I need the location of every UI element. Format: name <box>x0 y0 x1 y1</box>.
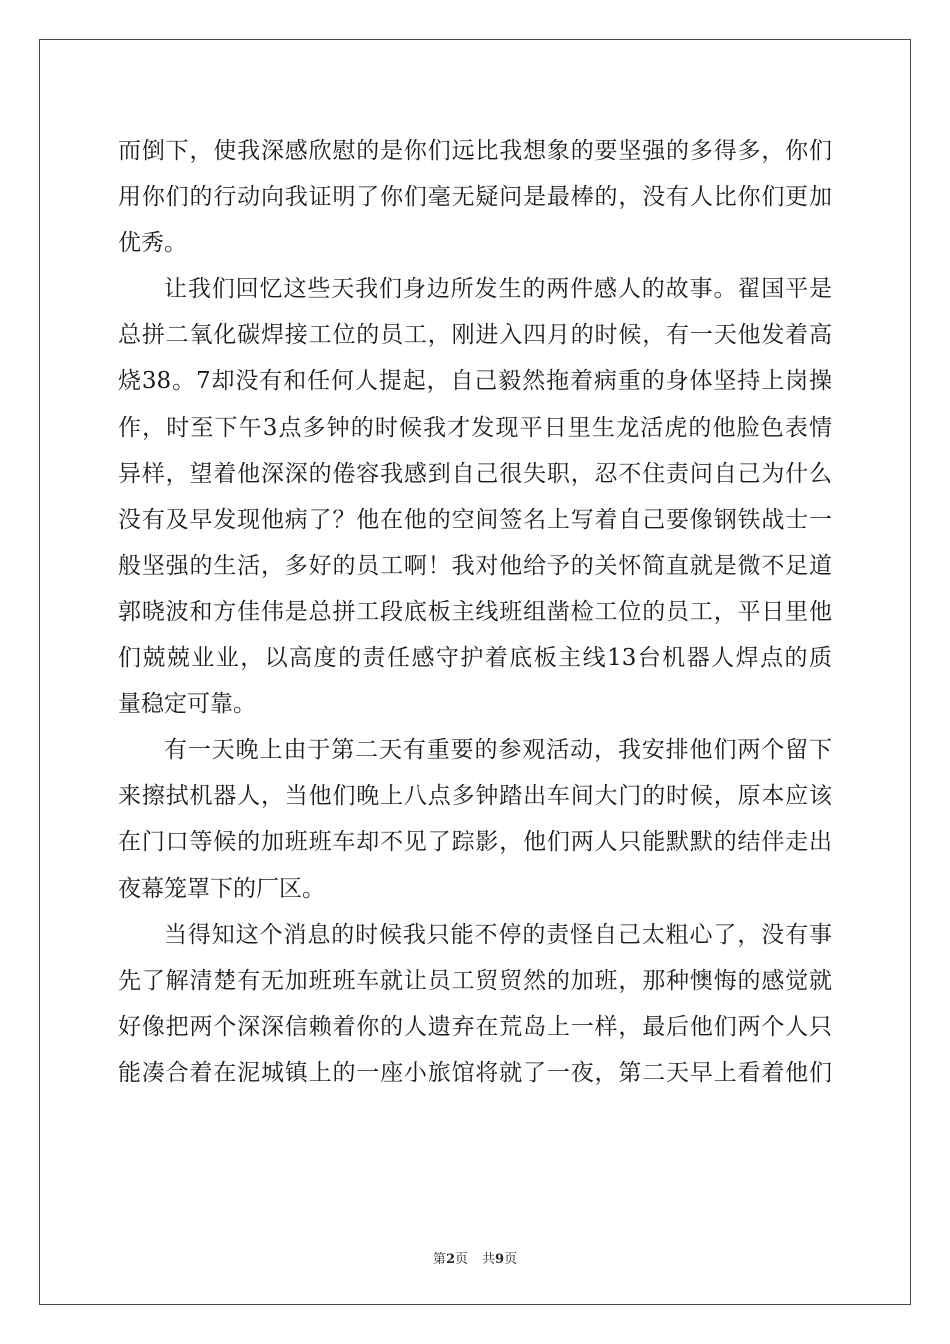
footer-total-pages: 9 <box>495 1252 505 1267</box>
text-line: 般坚强的生活，多好的员工啊！我对他给予的关怀简直就是微不足道 <box>118 552 832 579</box>
text-line: 能凑合着在泥城镇上的一座小旅馆将就了一夜，第二天早上看着他们 <box>118 1059 832 1086</box>
text-line: 有一天晚上由于第二天有重要的参观活动，我安排他们两个留下 <box>164 737 832 764</box>
text-line: 来擦拭机器人，当他们晚上八点多钟踏出车间大门的时候，原本应该 <box>118 783 832 810</box>
text-line: 先了解清楚有无加班班车就让员工贸贸然的加班，那种懊悔的感觉就 <box>118 967 832 994</box>
text-line: 没有及早发现他病了？他在他的空间签名上写着自己要像钢铁战士一 <box>118 506 832 533</box>
text-line: 夜幕笼罩下的厂区。 <box>118 875 325 902</box>
text-line: 异样，望着他深深的倦容我感到自己很失职，忍不住责问自己为什么 <box>118 460 832 487</box>
text-line: 让我们回忆这些天我们身边所发生的两件感人的故事。翟国平是 <box>164 276 832 303</box>
text-line: 用你们的行动向我证明了你们毫无疑问是最棒的，没有人比你们更加 <box>118 184 832 211</box>
page-footer <box>0 1248 950 1267</box>
footer-page-suffix: 页 <box>454 1252 468 1267</box>
text-line: 们兢兢业业，以高度的责任感守护着底板主线13台机器人焊点的质 <box>118 645 832 672</box>
text-line: 烧38。7却没有和任何人提起，自己毅然拖着病重的身体坚持上岗操 <box>118 368 832 395</box>
text-line: 好像把两个深深信赖着你的人遗弃在荒岛上一样，最后他们两个人只 <box>118 1013 832 1040</box>
document-body <box>118 128 832 1096</box>
footer-total-prefix: 共 <box>482 1252 496 1267</box>
text-line: 当得知这个消息的时候我只能不停的责怪自己太粗心了，没有事 <box>164 921 832 948</box>
footer-page-number: 2 <box>445 1252 455 1267</box>
text-line: 优秀。 <box>118 230 187 257</box>
text-line: 而倒下，使我深感欣慰的是你们远比我想象的要坚强的多得多，你们 <box>118 138 832 164</box>
text-line: 量稳定可靠。 <box>118 691 256 718</box>
footer-total-suffix: 页 <box>504 1252 518 1267</box>
footer-prefix: 第 <box>432 1252 446 1267</box>
text-line: 作，时至下午3点多钟的时候我才发现平日里生龙活虎的他脸色表情 <box>118 414 832 441</box>
text-line: 在门口等候的加班班车却不见了踪影，他们两人只能默默的结伴走出 <box>118 829 832 856</box>
text-line: 郭晓波和方佳伟是总拼工段底板主线班组凿检工位的员工，平日里他 <box>118 598 832 625</box>
text-line: 总拼二氧化碳焊接工位的员工，刚进入四月的时候，有一天他发着高 <box>118 322 832 349</box>
